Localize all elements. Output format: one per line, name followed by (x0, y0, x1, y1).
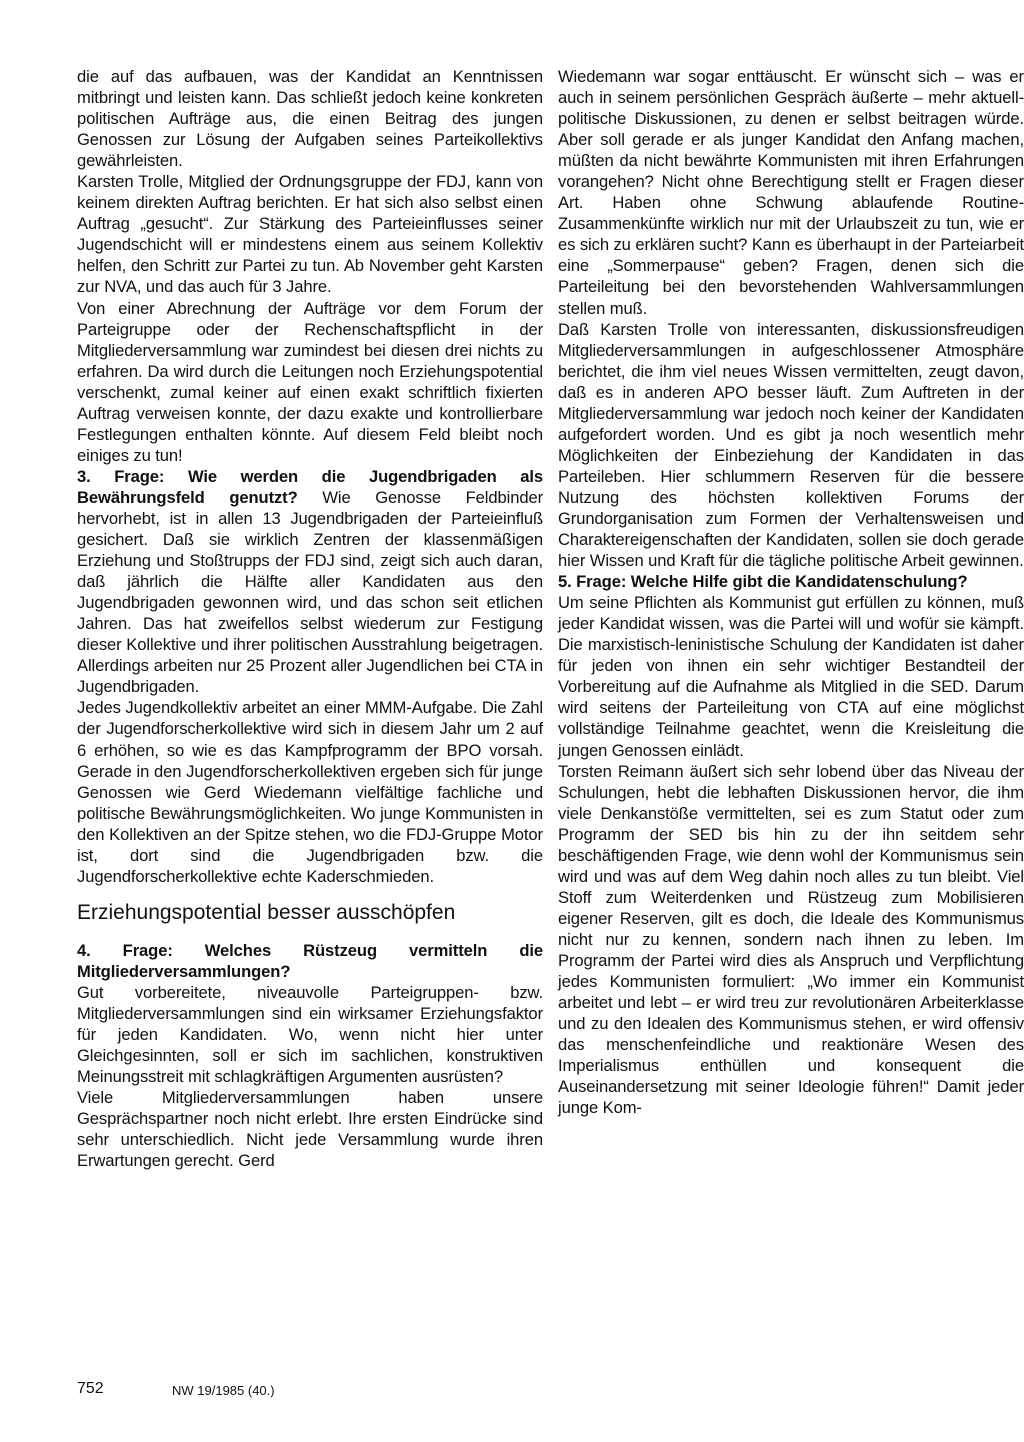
paragraph: die auf das aufbauen, was der Kandidat an Kenntnissen mitbringt und leisten kann. Das schließt jedoch keine konkreten politischen Aufträge aus, die einen Beitrag des jungen Genossen zur Lösung der Aufgaben seines Parteikollektivs gewährleisten. (77, 67, 543, 171)
question-3-label: 3. Frage: Wie werden die Jugendbrigaden als Bewährungsfeld genutzt? (77, 466, 543, 507)
question-3-paragraph (77, 466, 543, 698)
paragraph: Daß Karsten Trolle von interessanten, diskussionsfreudigen Mitgliederversammlungen in aufgeschlossener Atmosphäre berichtet, die ihm viel neues Wissen vermittelten, zeugt davon, daß es in anderen APO besser läuft. Zum Auftreten in der Mitgliederversammlung war jedoch noch keiner der Kandidaten aufgefordert worden. Und es gibt ja noch wesentlich mehr Möglichkeiten der Einbeziehung der Kandidaten in das Parteileben. Hier schlummern Reserven für die bessere Nutzung des höchsten kollektiven Forums der Grundorganisation zum Formen der Verhaltensweisen und Charaktereigenschaften der Kandidaten, sollen sie doch gerade hier Wissen und Kraft für die tägliche politische Arbeit gewinnen. (558, 319, 1024, 571)
issue-label: NW 19/1985 (40.) (172, 1383, 275, 1398)
paragraph: Wiedemann war sogar enttäuscht. Er wünscht sich – was er auch in seinem persönlichen Gespräch äußerte – mehr aktuell-politische Diskussionen, zu denen er selbst beitragen würde. Aber soll gerade er als junger Kandidat den Anfang machen, müßten da nicht bewährte Kommunisten mit ihren Erfahrungen vorangehen? Nicht ohne Berechtigung stellt er Fragen dieser Art. Haben ohne Schwung ablaufende Routine-Zusammenkünfte wirklich nur mit der Urlaubszeit zu tun, wie er es sich zu erklären sucht? Kann es überhaupt in der Parteiarbeit eine „Sommerpause“ geben? Fragen, denen sich die Parteileitung bei den bevorstehenden Wahlversammlungen stellen muß. (558, 67, 1024, 318)
section-heading: Erziehungspotential besser ausschöpfen (77, 900, 456, 924)
paragraph: Jedes Jugendkollektiv arbeitet an einer MMM-Aufgabe. Die Zahl der Jugendforscherkollektive wird sich in diesem Jahr um 2 auf 6 erhöhen, so wie es das Kampfprogramm der BPO vorsah. Gerade in den Jugendforscherkollektiven ergeben sich für junge Genossen wie Gerd Wiedemann vielfältige fachliche und politische Bewährungsmöglichkeiten. Wo junge Kommunisten in den Kollektiven an der Spitze stehen, wo die FDJ-Gruppe Motor ist, dort sind die Jugendbrigaden bzw. die Jugendforscherkollektive echte Kaderschmieden. (77, 698, 543, 886)
paragraph: Von einer Abrechnung der Aufträge vor dem Forum der Parteigruppe oder der Rechenschaftspflicht in der Mitgliederversammlung war zumindest bei diesen drei nichts zu erfahren. Da wird durch die Leitungen noch Erziehungspotential verschenkt, zumal keiner auf einen exakt schriftlich fixierten Auftrag verweisen konnte, der dazu exakte und kontrollierbare Festlegungen enthalten könnte. Auf diesem Feld bleibt noch einiges zu tun! (77, 298, 543, 465)
paragraph: Um seine Pflichten als Kommunist gut erfüllen zu können, muß jeder Kandidat wissen, was die Partei will und wofür sie kämpft. Die marxistisch-leninistische Schulung der Kandidaten ist daher für jeden von ihnen ein sehr wichtiger Bestandteil der Vorbereitung auf die Aufnahme als Mitglied in die SED. Darum wird seitens der Parteileitung von CTA auf eine möglichst vollständige Teilnahme geachtet, wenn die Kreisleitung die jungen Genossen einlädt. (558, 593, 1024, 760)
paragraph: Viele Mitgliederversammlungen haben unsere Gesprächspartner noch nicht erlebt. Ihre ersten Eindrücke sind sehr unterschiedlich. Nicht jede Versammlung wurde ihren Erwartungen gerecht. Gerd (77, 1088, 543, 1171)
left-column (77, 66, 543, 1171)
question-3-text: Wie Genosse Feldbinder hervorhebt, ist in allen 13 Jugendbrigaden der Parteieinfluß gesichert. Daß sie wirklich Zentren der klassenmäßigen Erziehung und Stoßtrupps der FDJ sind, zeigt sich auch daran, daß jährlich die Hälfte aller Kandidaten aus den Jugendbrigaden gewonnen wird, und das schon seit etlichen Jahren. Das hat zweifellos selbst wiederum zur Festigung dieser Kollektive und ihrer politischen Ausstrahlung beigetragen. Allerdings arbeiten nur 25 Prozent aller Jugendlichen bei CTA in Jugendbrigaden. (77, 487, 544, 697)
question-4-label: 4. Frage: Welches Rüstzeug vermitteln die Mitgliederversammlungen? (77, 940, 543, 981)
paragraph: Torsten Reimann äußert sich sehr lobend über das Niveau der Schulungen, hebt die lebhaften Diskussionen hervor, die ihm viele Denkanstöße vermittelten, sei es zum Statut oder zum Programm der SED bis hin zu der ihn seitdem sehr beschäftigenden Frage, wie denn wohl der Kommunismus sein wird und was auf dem Weg dahin noch alles zu tun bleibt. Viel Stoff zum Weiterdenken und Rüstzeug zum Mobilisieren eigener Reserven, gilt es doch, die Ideale des Kommunismus nicht nur zu kennen, sondern nach ihnen zu leben. Im Programm der Partei wird dies als Anspruch und Verpflichtung jedes Kommunisten formuliert: „Wo immer ein Kommunist arbeitet und lebt – er wird treu zur revolutionären Arbeiterklasse und zu den Idealen des Kommunismus stehen, er wird offensiv das menschenfeindliche und reaktionäre Wesen des Imperialismus enthüllen und konsequent die Auseinandersetzung mit seiner Ideologie führen!“ Damit jeder junge Kom- (558, 761, 1024, 1118)
right-column (558, 66, 1024, 1118)
page-number: 752 (77, 1380, 104, 1397)
paragraph: Karsten Trolle, Mitglied der Ordnungsgruppe der FDJ, kann von keinem direkten Auftrag berichten. Er hat sich also selbst einen Auftrag „gesucht“. Zur Stärkung des Parteieinflusses seiner Jugendschicht will er mindestens einem aus seinem Kollektiv helfen, den Schritt zur Partei zu tun. Ab November geht Karsten zur NVA, und das auch für 3 Jahre. (77, 172, 543, 297)
paragraph: Gut vorbereitete, niveauvolle Parteigruppen- bzw. Mitgliederversammlungen sind ein wirksamer Erziehungsfaktor für jeden Kandidaten. Wo, wenn nicht hier unter Gleichgesinnten, soll er sich im sachlichen, konstruktiven Meinungsstreit mit schlagkräftigen Argumenten ausrüsten? (77, 982, 543, 1087)
question-5-label: 5. Frage: Welche Hilfe gibt die Kandidatenschulung? (558, 572, 968, 592)
